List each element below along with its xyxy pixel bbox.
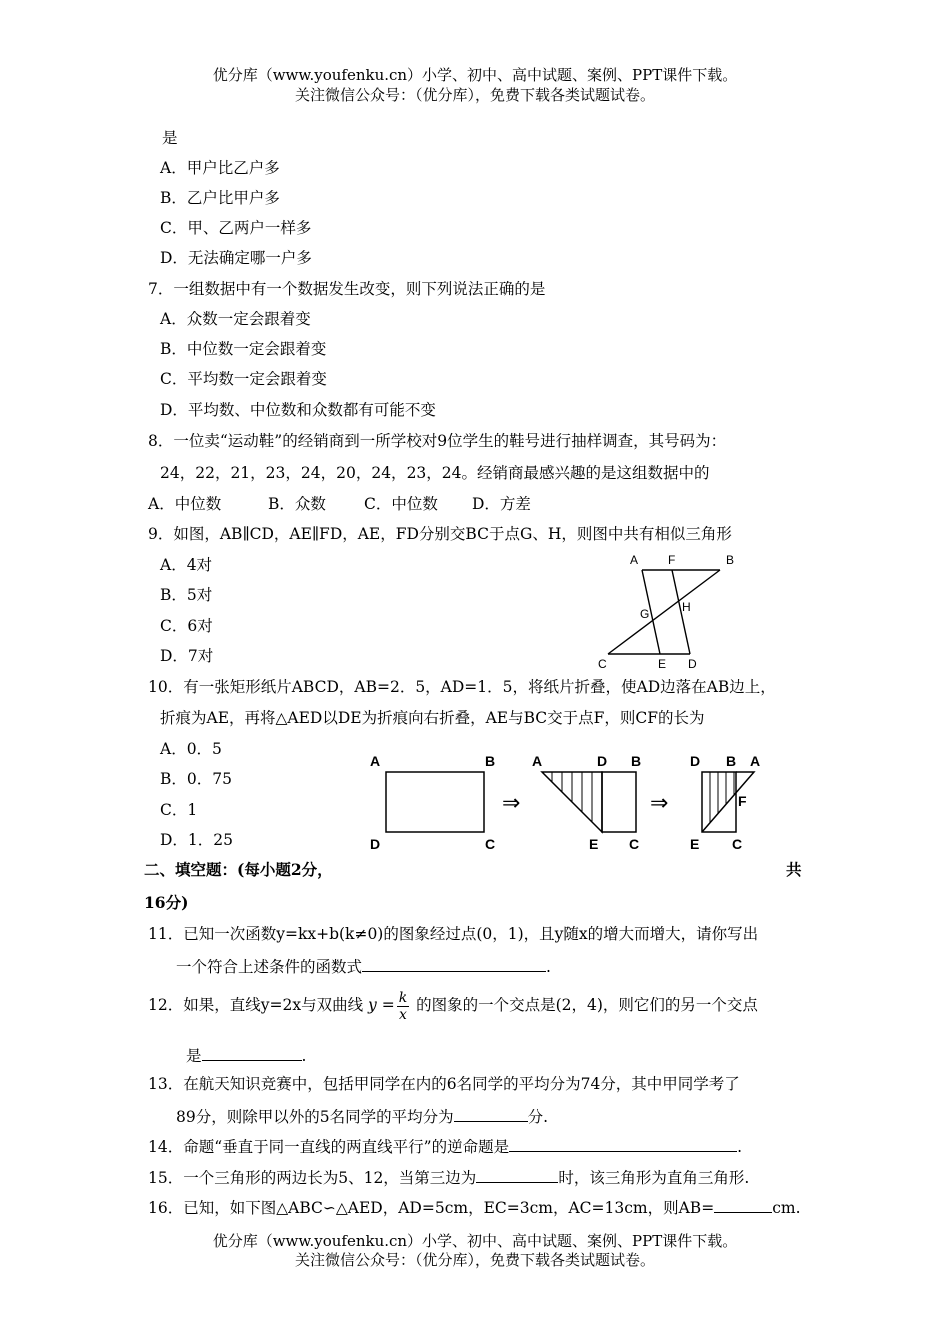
q7-stem: 7．一组数据中有一个数据发生改变，则下列说法正确的是 (148, 280, 546, 298)
q12-fraction (397, 990, 409, 1023)
q10-fig2-label-a: A (532, 753, 543, 769)
q10-fig1-label-a: A (370, 753, 381, 769)
q12-lhs: y = (368, 996, 395, 1014)
q10-stem-line-2: 折痕为AE，再将△AED以DE为折痕向右折叠，AE与BC交于点F，则CF的长为 (160, 709, 705, 727)
q16-pre: 16．已知，如下图△ABC∽△AED，AD=5cm，EC=3cm，AC=13cm，则AB= (148, 1199, 715, 1217)
q9-label-d: D (688, 657, 697, 671)
q15-line (148, 1166, 749, 1188)
q12-line-2-text: 是 (186, 1047, 202, 1065)
q10-stem-line-1: 10．有一张矩形纸片ABCD，AB=2．5，AD=1．5，将纸片折叠，使AD边落在AB边上， (148, 678, 776, 696)
section-2-title: 二、填空题：(每小题2分， (144, 860, 333, 879)
q10-fig1-label-d: D (370, 836, 381, 852)
q9-segment-bc (608, 570, 720, 654)
footer-line-1: 优分库（www.youfenku.cn）小学、初中、高中试题、案例、PPT课件下载。 (212, 1232, 738, 1250)
q7-option-d: D．平均数、中位数和众数都有可能不变 (160, 401, 436, 419)
q11-line-2-text: 一个符合上述条件的函数式 (176, 958, 363, 976)
section-2-title-right: 共 (786, 860, 802, 879)
q10-fig2-label-d: D (597, 753, 608, 769)
q14-answer-blank[interactable] (509, 1135, 737, 1152)
q10-option-a: A．0．5 (160, 740, 222, 758)
q10-fig3-label-f: F (738, 793, 747, 809)
header-line-2: 关注微信公众号：（优分库），免费下载各类试题试卷。 (294, 86, 655, 104)
q9-label-a: A (630, 553, 639, 567)
q11-end: . (546, 958, 551, 976)
q8-stem-line-1: 8．一位卖“运动鞋”的经销商到一所学校对9位学生的鞋号进行抽样调查，其号码为： (148, 432, 727, 450)
q10-arrow-2: ⇒ (650, 790, 669, 815)
q10-arrow-1: ⇒ (502, 790, 521, 815)
q7-option-c: C．平均数一定会跟着变 (160, 370, 327, 388)
q10-fig3-hatching (710, 772, 734, 823)
q11-answer-blank[interactable] (362, 955, 546, 972)
q14-end: . (737, 1138, 743, 1156)
q10-fig2-label-c: C (629, 836, 640, 852)
q9-stem: 9．如图，AB∥CD，AE∥FD，AE，FD分别交BC于点G、H，则图中共有相似三角形 (148, 525, 732, 543)
q12-pre: 12．如果，直线y=2x与双曲线 (148, 996, 364, 1014)
q10-option-c: C．1 (160, 801, 198, 819)
q6-option-c: C．甲、乙两户一样多 (160, 219, 312, 237)
q12-line-1 (148, 985, 758, 1025)
q8-option-a: A．中位数 (148, 495, 222, 513)
header-line-1: 优分库（www.youfenku.cn）小学、初中、高中试题、案例、PPT课件下载。 (212, 66, 738, 84)
q10-option-b: B．0．75 (160, 770, 232, 788)
q9-label-e: E (658, 657, 667, 671)
q8-option-d: D．方差 (472, 495, 531, 513)
q16-answer-blank[interactable] (714, 1196, 772, 1213)
q10-fig3-label-e: E (690, 836, 700, 852)
q6-option-b: B．乙户比甲户多 (160, 189, 280, 207)
q13-line-2 (176, 1105, 548, 1127)
q6-option-a: A．甲户比乙户多 (160, 159, 280, 177)
q10-fig1-rectangle (386, 772, 484, 832)
q13-line-2-text: 89分，则除甲以外的5名同学的平均分为 (176, 1108, 454, 1126)
q13-answer-blank[interactable] (454, 1105, 528, 1122)
q9-label-h: H (682, 600, 691, 614)
q10-fig3-rectangle (702, 772, 736, 832)
q10-fig3-label-c: C (732, 836, 743, 852)
q9-option-a: A．4对 (160, 556, 213, 574)
q11-line-1: 11．已知一次函数y=kx+b(k≠0)的图象经过点(0，1)，且y随x的增大而增大，请你写出 (148, 925, 759, 943)
q15-post: 时，该三角形为直角三角形. (558, 1169, 750, 1187)
q10-fig3-label-d: D (690, 753, 701, 769)
q10-fig3-label-b: B (726, 753, 737, 769)
q12-end: . (301, 1047, 307, 1065)
q10-fig1-label-c: C (485, 836, 496, 852)
q10-fig1-label-b: B (485, 753, 496, 769)
q16-line (148, 1196, 801, 1218)
q6-option-d: D．无法确定哪一户多 (160, 249, 312, 267)
q10-fig2-hatching (552, 772, 592, 822)
q15-answer-blank[interactable] (476, 1166, 558, 1183)
q9-option-d: D．7对 (160, 647, 214, 665)
q12-line-2 (186, 1044, 306, 1066)
q9-label-b: B (726, 553, 735, 567)
q10-option-d: D．1．25 (160, 831, 234, 849)
q7-option-b: B．中位数一定会跟着变 (160, 340, 327, 358)
footer-line-2: 关注微信公众号：（优分库），免费下载各类试题试卷。 (294, 1251, 655, 1269)
q10-fig2-label-e: E (589, 836, 599, 852)
q16-post: cm. (772, 1199, 801, 1217)
q9-label-f: F (668, 553, 676, 567)
q12-fraction-numerator: k (398, 989, 408, 1006)
q6-tail: 是 (162, 129, 178, 147)
q15-pre: 15．一个三角形的两边长为5、12，当第三边为 (148, 1169, 477, 1187)
q9-option-c: C．6对 (160, 617, 213, 635)
q11-line-2 (176, 955, 551, 977)
q8-option-c: C．中位数 (364, 495, 438, 513)
q10-fig3-label-a: A (750, 753, 761, 769)
q14-line (148, 1135, 742, 1157)
q13-line-1: 13．在航天知识竞赛中，包括甲同学在内的6名同学的平均分为74分，其中甲同学考了 (148, 1075, 740, 1093)
q9-label-g: G (640, 607, 650, 621)
q10-figure (360, 748, 780, 858)
q12-post: 的图象的一个交点是(2，4)，则它们的另一个交点 (416, 996, 758, 1014)
q10-fig2-rectangle (602, 772, 636, 832)
q9-label-c: C (598, 657, 607, 671)
section-2-title-tail: 16分) (144, 893, 189, 912)
q7-option-a: A．众数一定会跟着变 (160, 310, 311, 328)
q13-end: 分. (527, 1108, 549, 1126)
q12-fraction-denominator: x (398, 1006, 407, 1023)
q10-fig2-label-b: B (631, 753, 642, 769)
q14-pre: 14．命题“垂直于同一直线的两直线平行”的逆命题是 (148, 1138, 510, 1156)
q9-figure (590, 548, 750, 672)
q8-stem-line-2: 24，22，21，23，24，20，24，23，24。经销商最感兴趣的是这组数据中的 (160, 464, 710, 482)
q12-answer-blank[interactable] (202, 1044, 302, 1061)
q8-option-b: B．众数 (268, 495, 326, 513)
q9-option-b: B．5对 (160, 586, 213, 604)
